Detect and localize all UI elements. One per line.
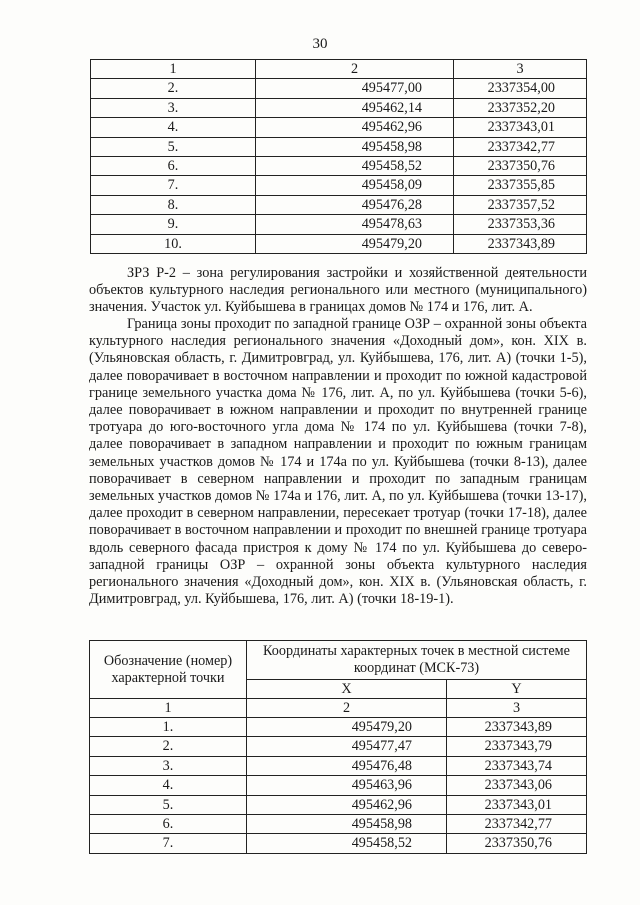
x-header: X xyxy=(247,680,447,699)
point-number: 8. xyxy=(91,195,256,214)
x-coordinate: 495458,09 xyxy=(256,176,454,195)
point-number: 7. xyxy=(91,176,256,195)
y-coordinate: 2337350,76 xyxy=(447,834,587,853)
point-number: 4. xyxy=(90,776,247,795)
y-coordinate: 2337350,76 xyxy=(454,157,587,176)
table-row xyxy=(91,195,587,214)
point-number: 3. xyxy=(90,756,247,775)
point-number: 7. xyxy=(90,834,247,853)
y-coordinate: 2337343,06 xyxy=(447,776,587,795)
x-coordinate: 495462,14 xyxy=(256,98,454,117)
x-coordinate: 495463,96 xyxy=(247,776,447,795)
column-number: 2 xyxy=(247,699,447,718)
x-coordinate: 495462,96 xyxy=(247,795,447,814)
table-row xyxy=(91,98,587,117)
table-header-row xyxy=(91,60,587,79)
point-number: 4. xyxy=(91,118,256,137)
coordinates-table xyxy=(89,640,587,854)
y-coordinate: 2337343,74 xyxy=(447,756,587,775)
table-row xyxy=(90,737,587,756)
zone-title-paragraph: ЗРЗ Р-2 – зона регулирования застройки и хозяйственной деятельности объектов культурного наследия регионального или местного (муниципального) значения. Участок ул. Куйбышева в границах домов № 174 и 176, лит. А. xyxy=(89,265,587,316)
table-row xyxy=(90,815,587,834)
point-number: 2. xyxy=(90,737,247,756)
x-coordinate: 495477,00 xyxy=(256,79,454,98)
table-row xyxy=(91,137,587,156)
table-row xyxy=(90,718,587,737)
y-coordinate: 2337343,01 xyxy=(447,795,587,814)
y-coordinate: 2337343,01 xyxy=(454,118,587,137)
x-coordinate: 495458,52 xyxy=(256,157,454,176)
y-coordinate: 2337357,52 xyxy=(454,195,587,214)
x-coordinate: 495462,96 xyxy=(256,118,454,137)
x-coordinate: 495478,63 xyxy=(256,215,454,234)
column-numbers-row xyxy=(90,699,587,718)
point-number: 5. xyxy=(91,137,256,156)
x-coordinate: 495476,28 xyxy=(256,195,454,214)
y-coordinate: 2337342,77 xyxy=(454,137,587,156)
table-row xyxy=(90,795,587,814)
y-coordinate: 2337343,89 xyxy=(454,234,587,253)
x-coordinate: 495479,20 xyxy=(247,718,447,737)
zone-boundary-description: Граница зоны проходит по западной границе ОЗР – охранной зоны объекта культурного наследия регионального значения «Доходный дом», кон. XIX в. (Ульяновская область, г. Димитровград, ул. Куйбышева, 176, лит. А) (точки 1-5), далее поворачивает в восточном направлении и проходит по южной кадастровой границе земельного участка дома № 176, лит. А, по ул. Куйбышева (точки 5-6), далее поворачивает в южном направлении и проходит по внутренней границе тротуара до юго-восточного угла дома № 174 по ул. Куйбышева (точки 7-8), далее поворачивает в западном направлении и проходит по южным границам земельных участков домов № 174 и 174а по ул. Куйбышева (точки 8-13), далее поворачивает в северном направлении и проходит по западным границам земельных участков домов № 174а и 176, лит. А, по ул. Куйбышева (точки 13-17), далее проходит в северном направлении, пересекает тротуар (точки 17-18), далее поворачивает в восточном направлении и проходит по внешней границе тротуара вдоль северного фасада пристроя к дому № 174 по ул. Куйбышева до северо-западной границы ОЗР – охранной зоны объекта культурного наследия регионального значения «Доходный дом», кон. XIX в. (Ульяновская область, г. Димитровград, ул. Куйбышева, 176, лит. А) (точки 18-19-1). xyxy=(89,316,587,608)
point-number: 9. xyxy=(91,215,256,234)
table-header-row xyxy=(90,641,587,680)
y-coordinate: 2337352,20 xyxy=(454,98,587,117)
table-row xyxy=(90,776,587,795)
column-number: 3 xyxy=(447,699,587,718)
x-coordinate: 495477,47 xyxy=(247,737,447,756)
x-coordinate: 495476,48 xyxy=(247,756,447,775)
point-number: 2. xyxy=(91,79,256,98)
table-row xyxy=(91,215,587,234)
y-header: Y xyxy=(447,680,587,699)
y-coordinate: 2337343,89 xyxy=(447,718,587,737)
coordinates-header: Координаты характерных точек в местной системе координат (МСК-73) xyxy=(247,641,587,680)
header-cell: 2 xyxy=(256,60,454,79)
column-number: 1 xyxy=(90,699,247,718)
point-number: 3. xyxy=(91,98,256,117)
x-coordinate: 495458,98 xyxy=(247,815,447,834)
point-number: 5. xyxy=(90,795,247,814)
y-coordinate: 2337342,77 xyxy=(447,815,587,834)
table-row xyxy=(90,756,587,775)
y-coordinate: 2337354,00 xyxy=(454,79,587,98)
point-designation-header: Обозначение (номер) характерной точки xyxy=(90,641,247,699)
x-coordinate: 495458,52 xyxy=(247,834,447,853)
point-number: 6. xyxy=(90,815,247,834)
page-number: 30 xyxy=(312,36,328,52)
table-row xyxy=(91,234,587,253)
table-row xyxy=(91,79,587,98)
coordinates-table-continued xyxy=(90,59,587,254)
header-cell: 1 xyxy=(91,60,256,79)
y-coordinate: 2337355,85 xyxy=(454,176,587,195)
table-row xyxy=(91,176,587,195)
y-coordinate: 2337353,36 xyxy=(454,215,587,234)
point-number: 6. xyxy=(91,157,256,176)
x-coordinate: 495458,98 xyxy=(256,137,454,156)
header-cell: 3 xyxy=(454,60,587,79)
table-row xyxy=(91,118,587,137)
y-coordinate: 2337343,79 xyxy=(447,737,587,756)
table-row xyxy=(90,834,587,853)
point-number: 10. xyxy=(91,234,256,253)
table-row xyxy=(91,157,587,176)
x-coordinate: 495479,20 xyxy=(256,234,454,253)
point-number: 1. xyxy=(90,718,247,737)
